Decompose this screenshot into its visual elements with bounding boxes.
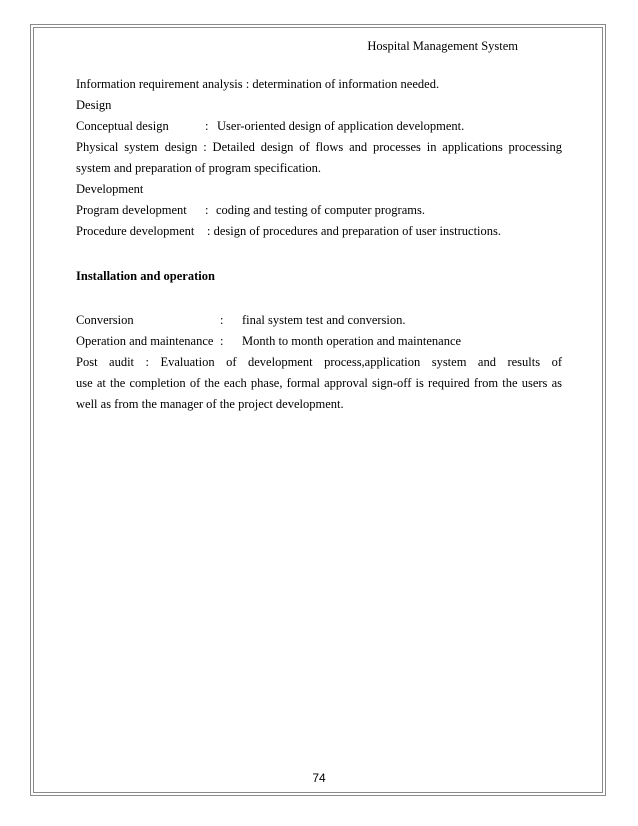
document-body [76, 74, 562, 415]
physical-design-line-2: system and preparation of program specification. [76, 161, 322, 175]
program-development-row [76, 200, 562, 221]
operation-separator: : [220, 334, 224, 348]
info-requirement-line: Information requirement analysis : determination of information needed. [76, 77, 440, 91]
running-header: Hospital Management System [367, 39, 518, 53]
operation-row [76, 331, 562, 352]
conversion-text: final system test and conversion. [242, 313, 406, 327]
post-audit-line-1: Post audit : Evaluation of development process,application system and results of [76, 355, 562, 369]
conversion-separator: : [220, 313, 224, 327]
operation-text: Month to month operation and maintenance [242, 334, 462, 348]
conceptual-design-row [76, 116, 562, 137]
conceptual-design-separator: : [205, 119, 209, 133]
operation-label: Operation and maintenance [76, 334, 214, 348]
conversion-row [76, 310, 562, 331]
physical-design-line-1: Physical system design : Detailed design of flows and processes in applications processing [76, 140, 562, 154]
procedure-development-row [76, 221, 562, 242]
conceptual-design-label: Conceptual design [76, 119, 169, 133]
procedure-development-text: : design of procedures and preparation of user instructions. [207, 224, 502, 238]
program-development-label: Program development [76, 203, 187, 217]
procedure-development-label: Procedure development [76, 224, 195, 238]
program-development-separator: : [205, 203, 209, 217]
program-development-text: coding and testing of computer programs. [216, 203, 425, 217]
installation-heading: Installation and operation [76, 269, 215, 283]
post-audit-line-3: well as from the manager of the project development. [76, 397, 344, 411]
page-number: 74 [312, 771, 326, 785]
conversion-label: Conversion [76, 313, 134, 327]
post-audit-line-2: use at the completion of the each phase, formal approval sign-off is required from the users as [76, 376, 562, 390]
development-heading: Development [76, 182, 144, 196]
design-heading: Design [76, 98, 112, 112]
conceptual-design-text: User-oriented design of application development. [217, 119, 465, 133]
